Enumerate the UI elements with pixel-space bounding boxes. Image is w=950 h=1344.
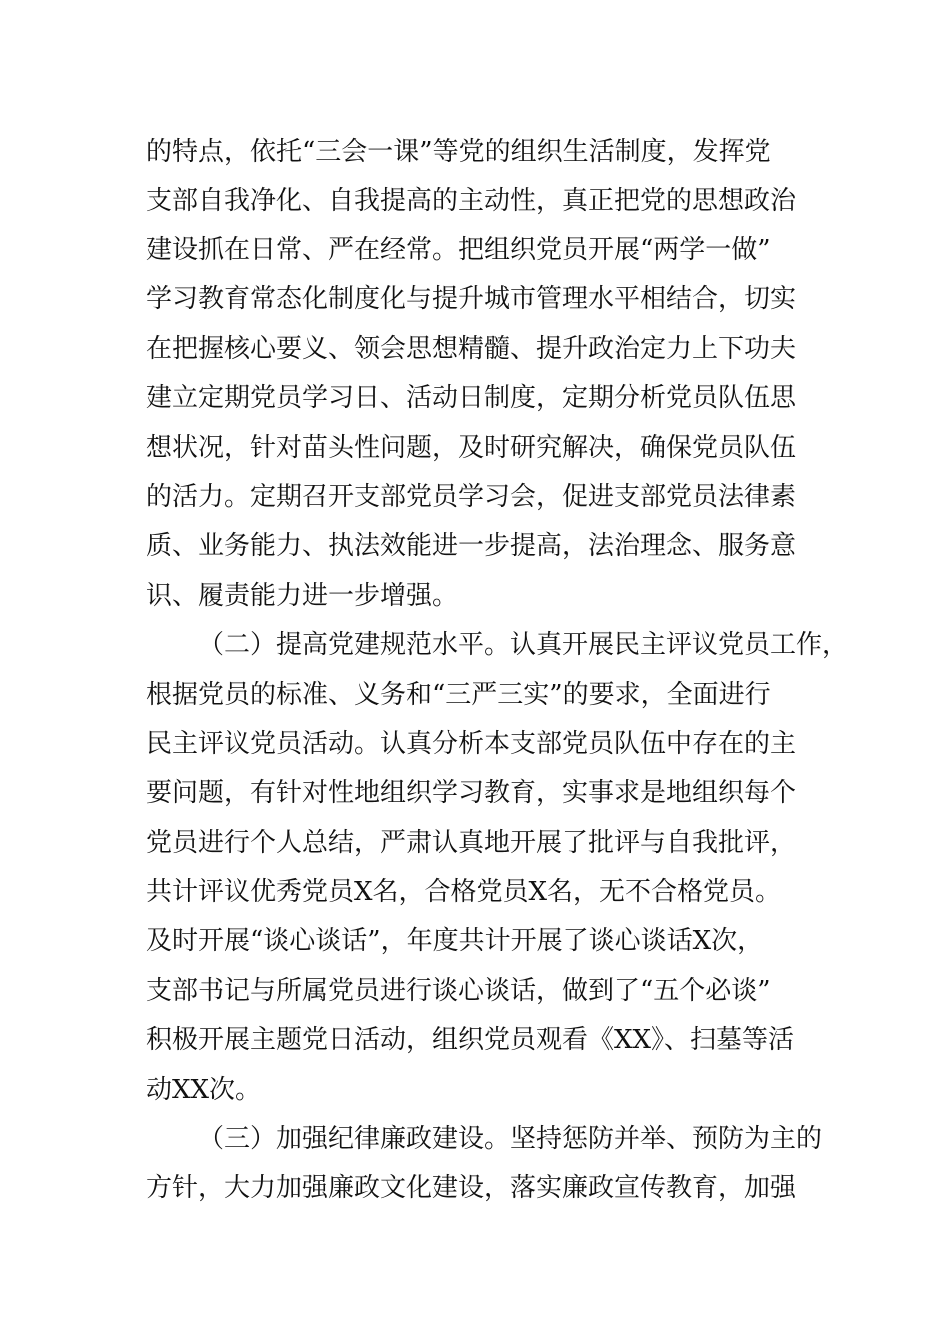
section-heading-line: （三）加强纪律廉政建设。坚持惩防并举、预防为主的 [198, 1124, 823, 1154]
text-line: 的活力。定期召开支部党员学习会，促进支部党员法律素 [146, 482, 797, 512]
section-heading-line: （二）提高党建规范水平。认真开展民主评议党员工作， [198, 630, 849, 660]
text-line: 质、业务能力、执法效能进一步提高，法治理念、服务意 [146, 531, 797, 561]
text-line: 要问题，有针对性地组织学习教育，实事求是地组织每个 [146, 778, 797, 808]
text-line: 党员进行个人总结，严肃认真地开展了批评与自我批评， [146, 828, 797, 858]
text-line: 动XX次。 [146, 1075, 262, 1105]
text-line: 共计评议优秀党员X名，合格党员X名，无不合格党员。 [146, 877, 782, 907]
text-line: 根据党员的标准、义务和“三严三实”的要求，全面进行 [146, 680, 771, 710]
text-line: 在把握核心要义、领会思想精髓、提升政治定力上下功夫 [146, 334, 797, 364]
text-line: 民主评议党员活动。认真分析本支部党员队伍中存在的主 [146, 729, 797, 759]
text-line: 的特点，依托“三会一课”等党的组织生活制度，发挥党 [146, 137, 771, 167]
text-line: 方针，大力加强廉政文化建设，落实廉政宣传教育，加强 [146, 1173, 797, 1203]
text-line: 积极开展主题党日活动，组织党员观看《XX》、扫墓等活 [146, 1025, 795, 1055]
text-line: 及时开展“谈心谈话”，年度共计开展了谈心谈话X次， [146, 926, 764, 956]
text-line: 想状况，针对苗头性问题，及时研究解决，确保党员队伍 [146, 433, 797, 463]
text-line: 学习教育常态化制度化与提升城市管理水平相结合，切实 [146, 284, 797, 314]
text-line: 建设抓在日常、严在经常。把组织党员开展“两学一做” [146, 235, 771, 265]
text-line: 支部自我净化、自我提高的主动性，真正把党的思想政治 [146, 186, 797, 216]
text-line: 建立定期党员学习日、活动日制度，定期分析党员队伍思 [146, 383, 797, 413]
text-line: 支部书记与所属党员进行谈心谈话，做到了“五个必谈” [146, 976, 771, 1006]
text-line: 识、履责能力进一步增强。 [146, 581, 459, 611]
